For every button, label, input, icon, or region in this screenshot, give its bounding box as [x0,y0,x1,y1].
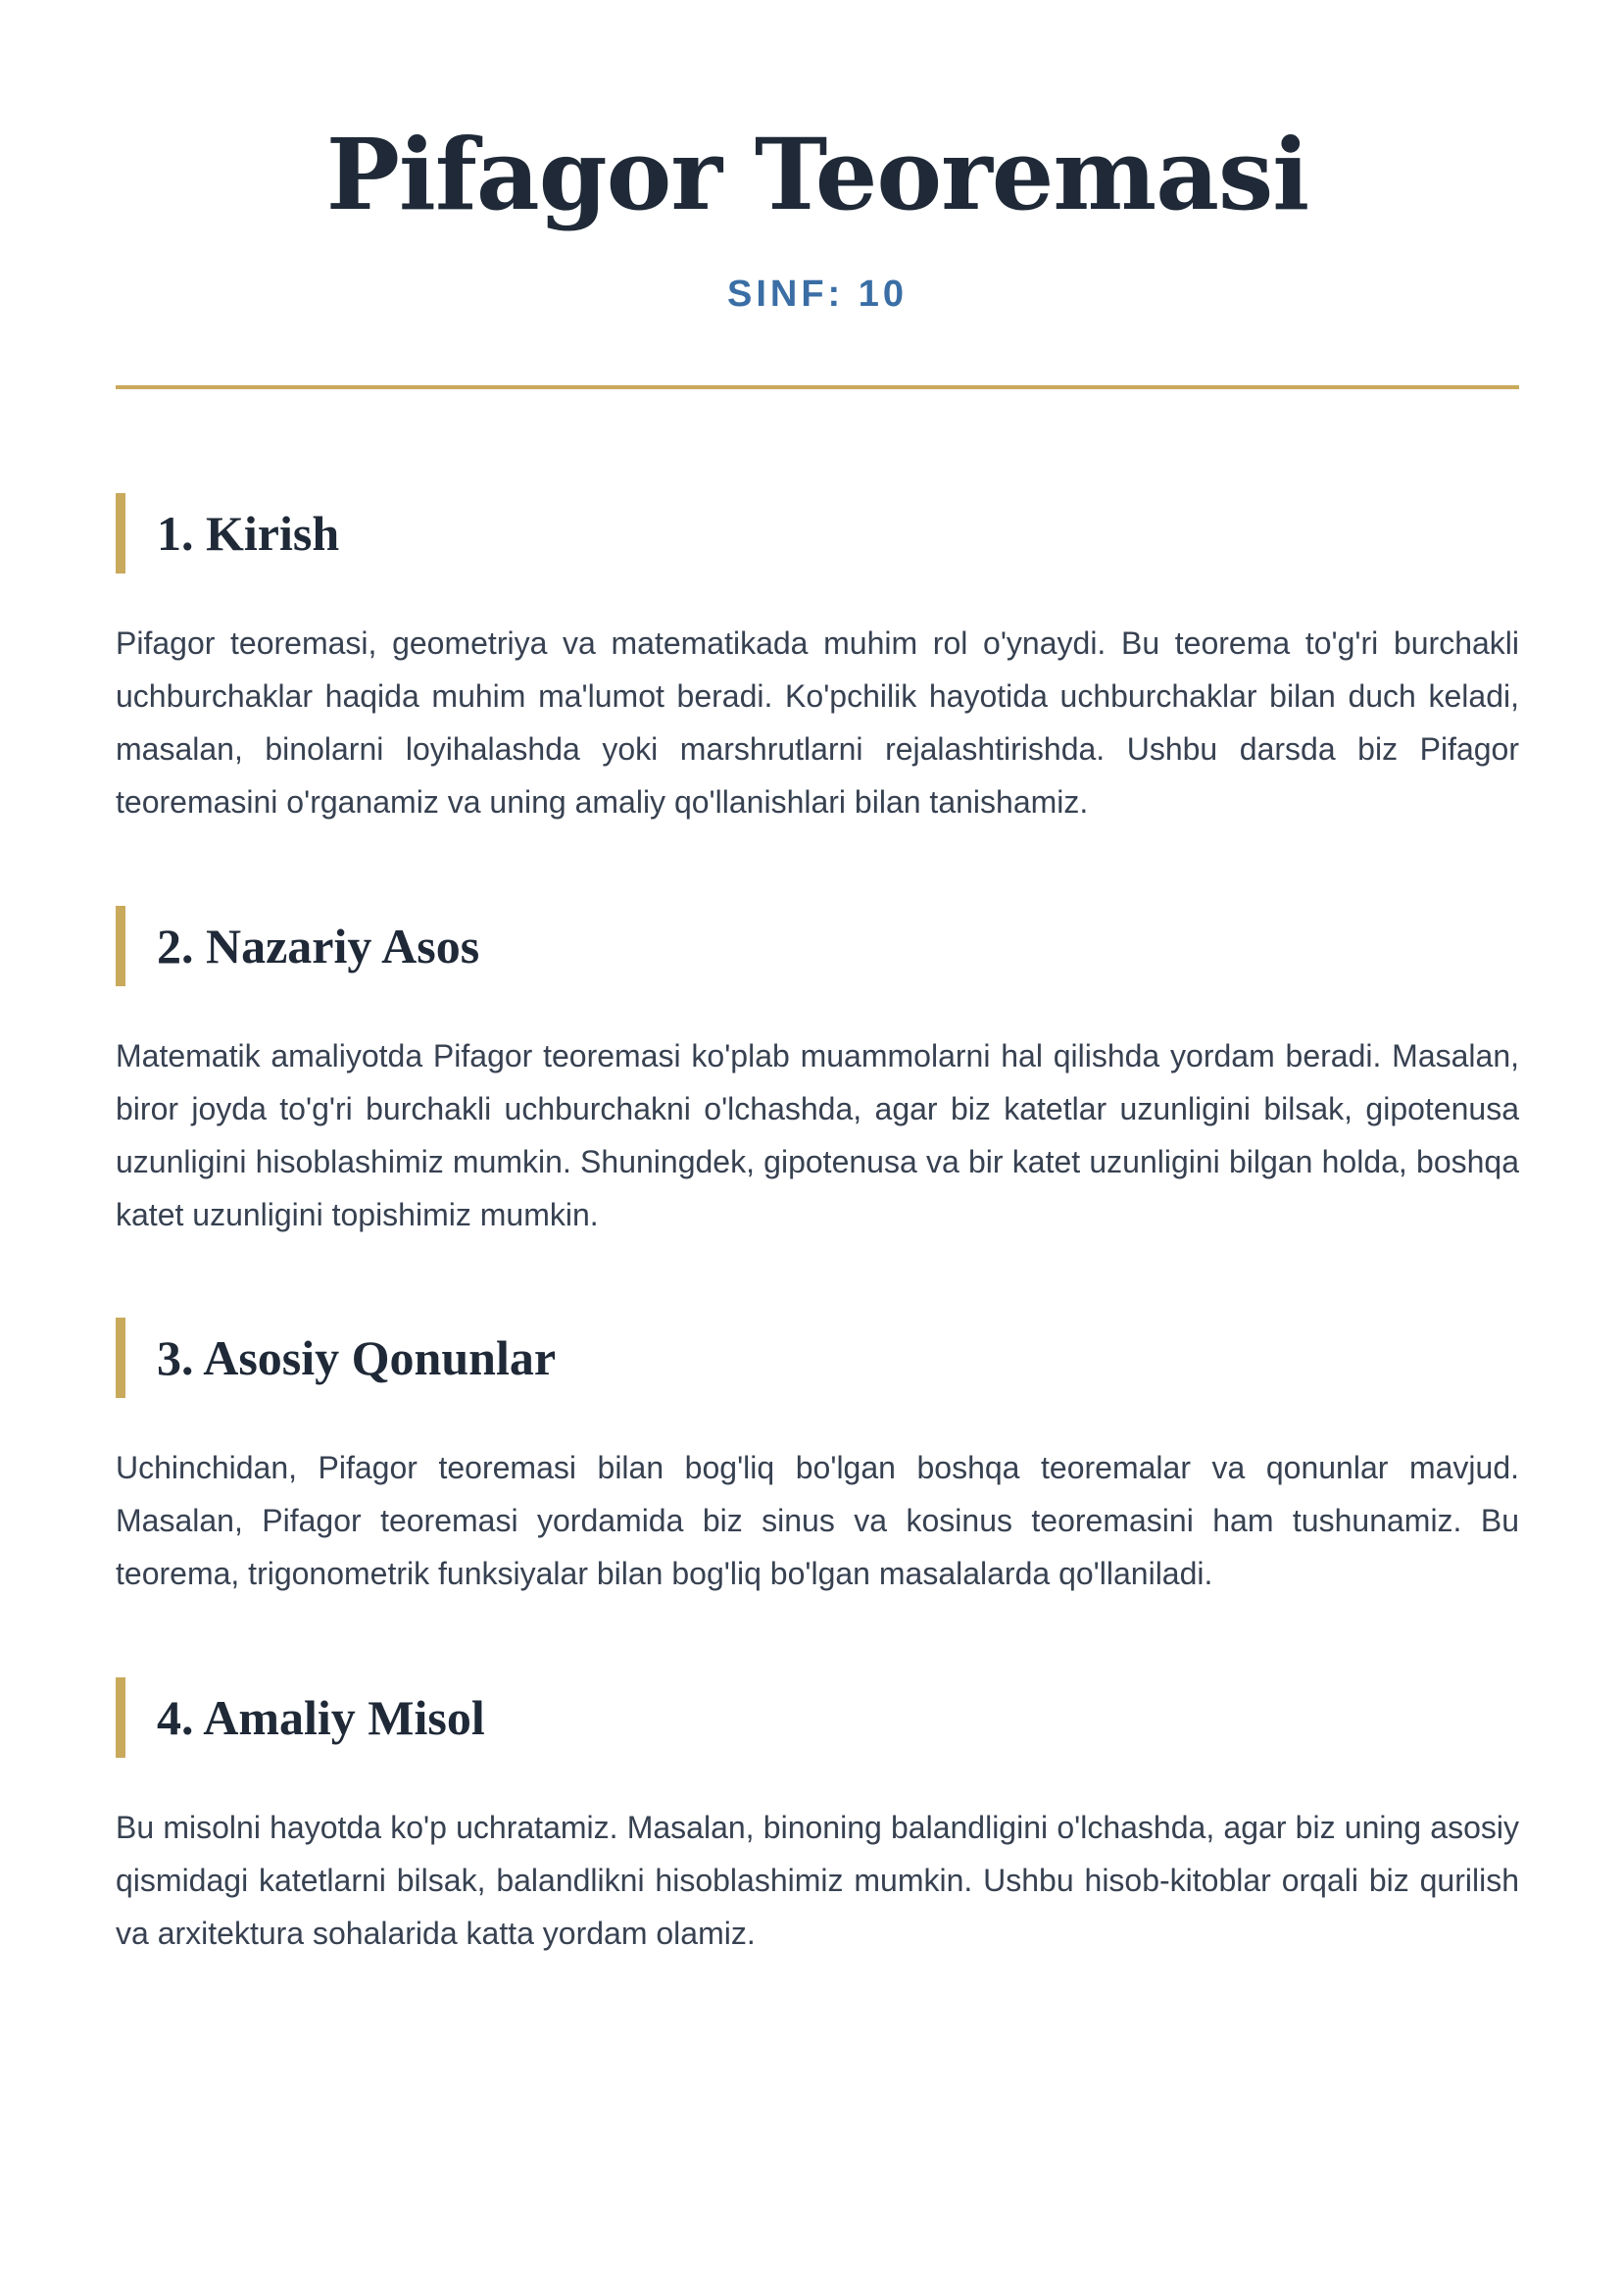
section-heading [116,493,1519,574]
section-heading-text: 3. Asosiy Qonunlar [157,1330,557,1385]
section-heading [116,1677,1519,1758]
section-theory [116,906,1519,1241]
section-heading [116,1318,1519,1398]
heading-accent-bar [116,1318,125,1398]
document-title: Pifagor Teoremasi [325,117,1309,232]
section-heading-text: 1. Kirish [157,506,340,561]
section-heading-text: 4. Amaliy Misol [157,1690,485,1745]
heading-accent-bar [116,1677,125,1758]
section-heading-text: 2. Nazariy Asos [157,919,480,973]
section-practical-example [116,1677,1519,1960]
section-heading [116,906,1519,986]
section-body: Matematik amaliyotda Pifagor teoremasi ko'plab muammolarni hal qilishda yordam beradi. Masalan, biror joyda to'g'ri burchakli uchburchakni o'lchashda, agar biz katetlar uzunligini bilsak, gipotenusa uzunligini hisoblashimiz mumkin. Shuningdek, gipotenusa va bir katet uzunligini bilgan holda, boshqa katet uzunligini topishimiz mumkin. [116,1038,1519,1232]
section-introduction [116,493,1519,828]
section-body: Uchinchidan, Pifagor teoremasi bilan bog'liq bo'lgan boshqa teoremalar va qonunlar mavjud. Masalan, Pifagor teoremasi yordamida biz sinus va kosinus teoremasini ham tushunamiz. Bu teorema, trigonometrik funksiyalar bilan bog'liq bo'lgan masalalarda qo'llaniladi. [116,1450,1519,1591]
grade-subtitle: SINF: 10 [726,274,909,315]
section-body: Bu misolni hayotda ko'p uchratamiz. Masalan, binoning balandligini o'lchashda, agar biz uning asosiy qismidagi katetlarni bilsak, balandlikni hisoblashimiz mumkin. Ushbu hisob-kitoblar orqali biz qurilish va arxitektura sohalarida katta yordam olamiz. [116,1810,1519,1951]
title-divider [116,385,1519,389]
section-main-laws [116,1318,1519,1600]
section-body: Pifagor teoremasi, geometriya va matematikada muhim rol o'ynaydi. Bu teorema to'g'ri burchakli uchburchaklar haqida muhim ma'lumot beradi. Ko'pchilik hayotida uchburchaklar bilan duch keladi, masalan, binolarni loyihalashda yoki marshrutlarni rejalashtirishda. Ushbu darsda biz Pifagor teoremasini o'rganamiz va uning amaliy qo'llanishlari bilan tanishamiz. [116,625,1519,820]
heading-accent-bar [116,493,125,574]
heading-accent-bar [116,906,125,986]
